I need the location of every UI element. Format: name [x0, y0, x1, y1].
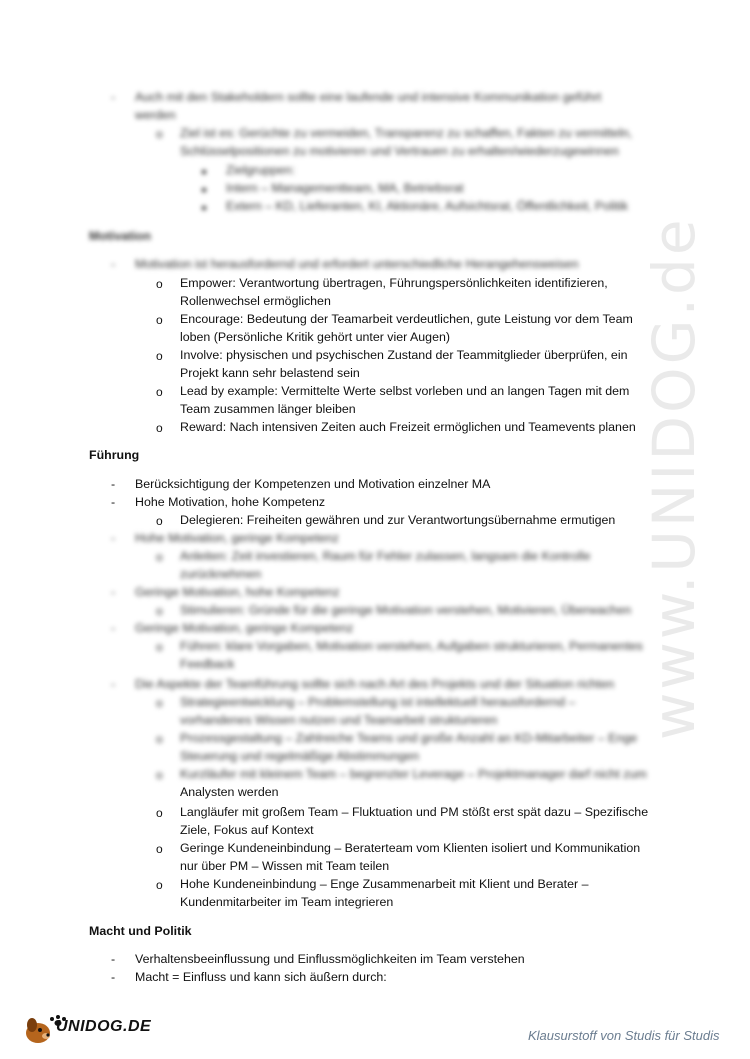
goal-line-1: Ziel ist es: Gerüchte zu vermeiden, Transparenz zu schaffen, Fakten zu vermitteln,: [180, 126, 633, 140]
circle-bullet: o: [156, 604, 163, 618]
fuehrung-low-high: Geringe Motivation, hohe Kompetenz: [135, 585, 340, 599]
circle-bullet: o: [156, 421, 163, 435]
footer-tagline: Klausurstoff von Studis für Studis: [528, 1028, 720, 1043]
target-external: Extern – KD, Lieferanten, KI, Aktionäre, Aufsichtsrat, Öffentlichkeit, Politik: [226, 199, 628, 213]
fuehrung-lowcust-1: Geringe Kundeneinbindung – Beraterteam vom Klienten isoliert und Kommunikation: [180, 841, 641, 855]
circle-bullet: o: [156, 640, 163, 654]
fuehrung-long-2: Ziele, Fokus auf Kontext: [180, 823, 314, 837]
dash-bullet: -: [111, 90, 116, 104]
fuehrung-stimulate: Stimulieren: Gründe für die geringe Motivation verstehen, Motivieren, Überwachen: [180, 603, 632, 617]
fuehrung-highcust-2: Kundenmitarbeiter im Team integrieren: [180, 895, 394, 909]
motivation-lead-2: Team zusammen länger bleiben: [180, 402, 356, 416]
fuehrung-lead-1: Führen: klare Vorgaben, Motivation verstehen, Aufgaben strukturieren, Permanentes: [180, 639, 643, 653]
heading-motivation: Motivation: [89, 229, 151, 243]
dash-bullet: -: [111, 477, 116, 491]
fuehrung-lead-2: Feedback: [180, 657, 235, 671]
dash-bullet: -: [111, 677, 116, 691]
fuehrung-aspects: Die Aspekte der Teamführung sollte sich nach Art des Projekts und der Situation richten: [135, 677, 615, 691]
dash-bullet: -: [111, 495, 116, 509]
fuehrung-strategy-2: vorhandenes Wissen nutzen und Teamarbeit strukturieren: [180, 713, 498, 727]
motivation-involve-2: Projekt kann sehr belastend sein: [180, 366, 360, 380]
motivation-empower-1: Empower: Verantwortung übertragen, Führungspersönlichkeiten identifizieren,: [180, 276, 608, 290]
fuehrung-high-low: Hohe Motivation, geringe Kompetenz: [135, 531, 339, 545]
circle-bullet: o: [156, 878, 163, 892]
fuehrung-lowcust-2: nur über PM – Wissen mit Team teilen: [180, 859, 390, 873]
fuehrung-strategy-1: Strategieentwicklung – Problemstellung ist intellektuell herausfordernd –: [180, 695, 576, 709]
motivation-reward: Reward: Nach intensiven Zeiten auch Freizeit ermöglichen und Teamevents planen: [180, 420, 636, 434]
circle-bullet: o: [156, 313, 163, 327]
dash-bullet: -: [111, 621, 116, 635]
circle-bullet: o: [156, 349, 163, 363]
fuehrung-low-low: Geringe Motivation, geringe Kompetenz: [135, 621, 354, 635]
fuehrung-process-2: Steuerung und regelmäßige Abstimmungen: [180, 749, 420, 763]
fuehrung-short-1: Kurzläufer mit kleinem Team – begrenzter Leverage – Projektmanager darf nicht zum: [180, 767, 647, 781]
target-groups: Zielgruppen:: [226, 163, 295, 177]
circle-bullet: o: [156, 277, 163, 291]
stakeholder-line-2: werden: [135, 108, 176, 122]
motivation-encourage-2: loben (Persönliche Kritik gehört unter vier Augen): [180, 330, 450, 344]
motivation-encourage-1: Encourage: Bedeutung der Teamarbeit verdeutlichen, gute Leistung vor dem Team: [180, 312, 633, 326]
circle-bullet: o: [156, 514, 163, 528]
fuehrung-short-2: Analysten werden: [180, 785, 279, 799]
dash-bullet: -: [111, 257, 116, 271]
heading-fuehrung: Führung: [89, 448, 140, 462]
stakeholder-line-1: Auch mit den Stakeholdern sollte eine laufende und intensive Kommunikation geführt: [135, 90, 602, 104]
circle-bullet: o: [156, 696, 163, 710]
fuehrung-long-1: Langläufer mit großem Team – Fluktuation und PM stößt erst spät dazu – Spezifische: [180, 805, 649, 819]
circle-bullet: o: [156, 550, 163, 564]
motivation-involve-1: Involve: physischen und psychischen Zustand der Teammitglieder überprüfen, ein: [180, 348, 628, 362]
macht-behavior: Verhaltensbeeinflussung und Einflussmöglichkeiten im Team verstehen: [135, 952, 525, 966]
square-bullet: [202, 188, 206, 192]
dash-bullet: -: [111, 531, 116, 545]
motivation-lead-1: Lead by example: Vermittelte Werte selbst vorleben und an langen Tagen mit dem: [180, 384, 630, 398]
circle-bullet: o: [156, 768, 163, 782]
watermark: www.UNIDOG.de: [640, 216, 708, 740]
circle-bullet: o: [156, 385, 163, 399]
fuehrung-guide-2: zurücknehmen: [180, 567, 262, 581]
square-bullet: [202, 170, 206, 174]
fuehrung-delegate: Delegieren: Freiheiten gewähren und zur Verantwortungsübernahme ermutigen: [180, 513, 616, 527]
macht-power: Macht = Einfluss und kann sich äußern durch:: [135, 970, 387, 984]
circle-bullet: o: [156, 806, 163, 820]
fuehrung-competence: Berücksichtigung der Kompetenzen und Motivation einzelner MA: [135, 477, 491, 491]
circle-bullet: o: [156, 732, 163, 746]
footer-logo-text: UNIDOG.DE: [56, 1018, 152, 1035]
target-internal: Intern – Managementteam, MA, Betriebsrat: [226, 181, 464, 195]
fuehrung-highcust-1: Hohe Kundeneinbindung – Enge Zusammenarbeit mit Klient und Berater –: [180, 877, 589, 891]
fuehrung-process-1: Prozessgestaltung – Zahlreiche Teams und große Anzahl an KD-Mitarbeiter – Enge: [180, 731, 638, 745]
circle-bullet: o: [156, 842, 163, 856]
dash-bullet: -: [111, 970, 116, 984]
motivation-empower-2: Rollenwechsel ermöglichen: [180, 294, 331, 308]
square-bullet: [202, 206, 206, 210]
dash-bullet: -: [111, 952, 116, 966]
goal-line-2: Schlüsselpositionen zu motivieren und Vertrauen zu erhalten/wiederzugewinnen: [180, 144, 619, 158]
fuehrung-high-high: Hohe Motivation, hohe Kompetenz: [135, 495, 326, 509]
heading-macht: Macht und Politik: [89, 924, 192, 938]
dash-bullet: -: [111, 585, 116, 599]
motivation-intro: Motivation ist herausfordernd und erfordert unterschiedliche Herangehensweisen: [135, 257, 579, 271]
fuehrung-guide-1: Anleiten: Zeit investieren, Raum für Fehler zulassen, langsam die Kontrolle: [180, 549, 591, 563]
circle-bullet: o: [156, 127, 163, 141]
